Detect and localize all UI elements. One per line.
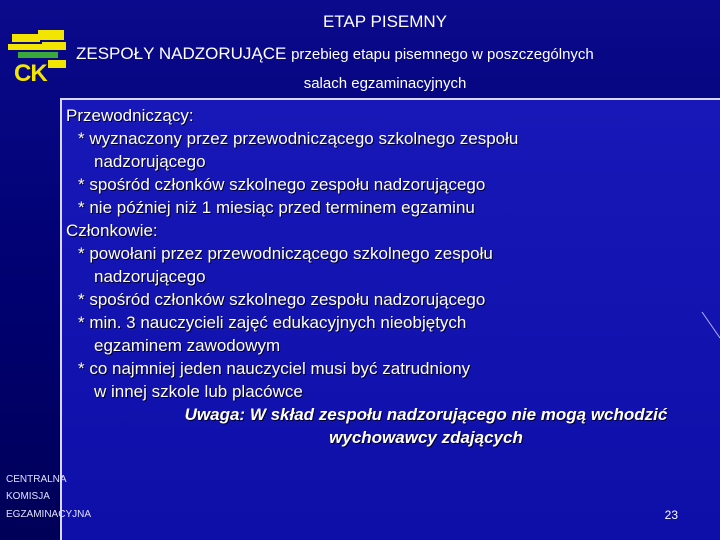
chair-item-cont: nadzorującego [94, 152, 206, 171]
footer-org-line1: CENTRALNA [6, 474, 67, 485]
chair-item: * nie później niż 1 miesiąc przed terminem egzaminu [78, 198, 475, 217]
note-line: wychowawcy zdających [329, 428, 523, 447]
footer-org-line3: EGZAMINACYJNA [6, 509, 92, 520]
note-line: Uwaga: W skład zespołu nadzorującego nie mogą wchodzić [184, 405, 668, 424]
page-title: ETAP PISEMNY [322, 12, 448, 31]
members-item: * powołani przez przewodniczącego szkolnego zespołu [78, 244, 493, 263]
subtitle-line3: salach egzaminacyjnych [303, 75, 467, 92]
members-item-cont: nadzorującego [94, 267, 206, 286]
page-subtitle [76, 44, 594, 64]
members-item: * spośród członków szkolnego zespołu nadzorującego [78, 290, 486, 309]
page-number: 23 [664, 508, 678, 522]
members-item: * co najmniej jeden nauczyciel musi być zatrudniony [78, 359, 471, 378]
chair-item: * wyznaczony przez przewodniczącego szkolnego zespołu [78, 129, 519, 148]
subtitle-rest: przebieg etapu pisemnego w poszczególnych [291, 46, 594, 63]
footer-org-line2: KOMISJA [6, 491, 50, 502]
members-item-cont: egzaminem zawodowym [94, 336, 281, 355]
chair-heading: Przewodniczący: [66, 106, 194, 125]
logo-text: CK [14, 60, 47, 87]
members-item-cont: w innej szkole lub placówce [94, 382, 303, 401]
subtitle-main: ZESPOŁY NADZORUJĄCE [76, 44, 287, 63]
members-item: * min. 3 nauczycieli zajęć edukacyjnych nieobjętych [78, 313, 467, 332]
chair-item: * spośród członków szkolnego zespołu nadzorującego [78, 175, 486, 194]
members-heading: Członkowie: [66, 221, 158, 240]
content-text [66, 104, 706, 449]
